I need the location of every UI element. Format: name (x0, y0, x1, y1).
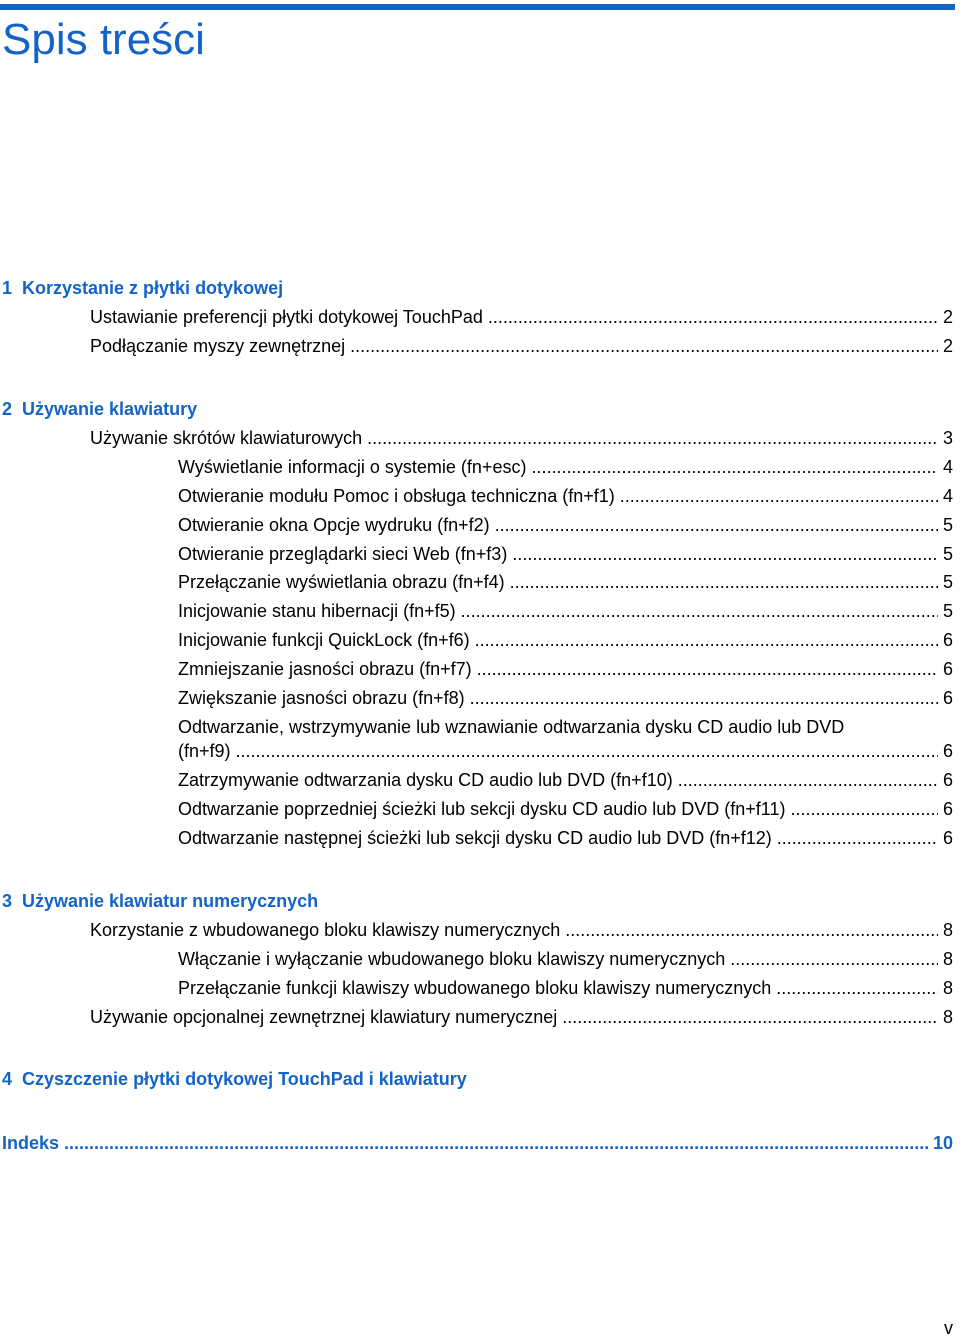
toc-entry-touchpad-preferences[interactable] (90, 305, 953, 329)
header-rule (0, 4, 955, 10)
dot-leader (470, 686, 938, 710)
toc-entry-brightness-down[interactable] (178, 657, 953, 681)
toc-entry-print-options[interactable] (178, 513, 953, 537)
toc-page-number: 8 (942, 1007, 953, 1027)
toc-entry-hibernation[interactable] (178, 599, 953, 623)
toc-page-number: 10 (932, 1133, 953, 1153)
toc-entry-switch-display[interactable] (178, 570, 953, 594)
toc-entry-text: Zmniejszanie jasności obrazu (fn+f7) (178, 659, 472, 679)
toc-page-number: 5 (942, 515, 953, 535)
chapter-number: 3 (2, 891, 13, 911)
chapter-title: Czyszczenie płytki dotykowej TouchPad i klawiatury (22, 1069, 467, 1089)
toc-page-number: 8 (942, 920, 953, 940)
toc-entry-quicklock[interactable] (178, 628, 953, 652)
toc-page-number: 5 (942, 572, 953, 592)
toc-entry-text: Przełączanie wyświetlania obrazu (fn+f4) (178, 572, 505, 592)
index-title: Indeks (2, 1133, 60, 1153)
toc-page-number: 2 (942, 336, 953, 356)
toc-entry-text: Zwiększanie jasności obrazu (fn+f8) (178, 688, 465, 708)
toc-page-number: 4 (942, 457, 953, 477)
page-title: Spis treści (2, 15, 205, 64)
toc-page-number: 6 (942, 630, 953, 650)
dot-leader (730, 947, 938, 971)
dot-leader (777, 826, 938, 850)
dot-leader (562, 1005, 938, 1029)
toc-entry-text: Otwieranie przeglądarki sieci Web (fn+f3) (178, 544, 508, 564)
toc-entry-text: Wyświetlanie informacji o systemie (fn+esc) (178, 457, 527, 477)
toc-entry-text: Inicjowanie stanu hibernacji (fn+f5) (178, 601, 456, 621)
toc-page-number: 6 (942, 770, 953, 790)
toc-chapter-3[interactable] (2, 889, 953, 913)
dot-leader (477, 657, 938, 681)
toc-page-number: 8 (942, 978, 953, 998)
toc-page-number: 5 (942, 601, 953, 621)
toc-entry-previous-track[interactable] (178, 797, 953, 821)
toc-entry-text: Włączanie i wyłączanie wbudowanego bloku klawiszy numerycznych (178, 949, 726, 969)
toc-entry-text: Odtwarzanie poprzedniej ścieżki lub sekcji dysku CD audio lub DVD (fn+f11) (178, 799, 786, 819)
toc-entry-text: (fn+f9) (178, 741, 231, 761)
dot-leader (678, 768, 938, 792)
dot-leader (495, 513, 938, 537)
chapter-title: Używanie klawiatur numerycznych (22, 891, 319, 911)
page-number: v (944, 1318, 953, 1338)
toc-entry-keypad-functions[interactable] (178, 976, 953, 1000)
toc-entry-system-info[interactable] (178, 455, 953, 479)
chapter-title: Używanie klawiatury (22, 399, 198, 419)
dot-leader (64, 1131, 928, 1155)
dot-leader (236, 739, 938, 763)
toc-index[interactable] (2, 1131, 953, 1155)
toc-entry-text: Inicjowanie funkcji QuickLock (fn+f6) (178, 630, 470, 650)
toc-entry-text: Przełączanie funkcji klawiszy wbudowanego bloku klawiszy numerycznych (178, 978, 772, 998)
toc-entry-text: Otwieranie modułu Pomoc i obsługa techniczna (fn+f1) (178, 486, 615, 506)
chapter-number: 4 (2, 1069, 13, 1089)
toc-entry-text: Otwieranie okna Opcje wydruku (fn+f2) (178, 515, 490, 535)
toc-page-number: 8 (942, 949, 953, 969)
toc-page-number: 4 (942, 486, 953, 506)
toc-entry-help-support[interactable] (178, 484, 953, 508)
toc-page-number: 6 (942, 659, 953, 679)
dot-leader (790, 797, 938, 821)
toc-entry-next-track[interactable] (178, 826, 953, 850)
toc-entry-builtin-keypad[interactable] (90, 918, 953, 942)
toc-entry-stop-playback[interactable] (178, 768, 953, 792)
toc-entry-text: Odtwarzanie następnej ścieżki lub sekcji dysku CD audio lub DVD (fn+f12) (178, 828, 772, 848)
toc-page-number: 6 (942, 688, 953, 708)
toc-entry-text: Używanie skrótów klawiaturowych (90, 428, 363, 448)
toc-page-number: 5 (942, 544, 953, 564)
toc-page-number: 6 (942, 741, 953, 761)
toc-entry-external-mouse[interactable] (90, 334, 953, 358)
toc-entry-text: Używanie opcjonalnej zewnętrznej klawiatury numerycznej (90, 1007, 558, 1027)
toc-entry-web-browser[interactable] (178, 542, 953, 566)
toc-chapter-4[interactable] (2, 1067, 953, 1091)
dot-leader (461, 599, 938, 623)
dot-leader (776, 976, 938, 1000)
chapter-number: 1 (2, 278, 13, 298)
dot-leader (488, 305, 938, 329)
toc-entry-brightness-up[interactable] (178, 686, 953, 710)
toc-entry-play-pause-line1[interactable]: Odtwarzanie, wstrzymywanie lub wznawianie odtwarzania dysku CD audio lub DVD (178, 717, 845, 737)
toc-entry-external-keypad[interactable] (90, 1005, 953, 1029)
toc-entry-keypad-toggle[interactable] (178, 947, 953, 971)
dot-leader (350, 334, 938, 358)
chapter-title: Korzystanie z płytki dotykowej (22, 278, 284, 298)
toc-entry-text: Zatrzymywanie odtwarzania dysku CD audio lub DVD (fn+f10) (178, 770, 673, 790)
dot-leader (565, 918, 938, 942)
toc-page-number: 2 (942, 307, 953, 327)
toc-page-number: 6 (942, 799, 953, 819)
dot-leader (367, 426, 938, 450)
toc-page-number: 3 (942, 428, 953, 448)
toc-entry-text: Podłączanie myszy zewnętrznej (90, 336, 346, 356)
dot-leader (531, 455, 938, 479)
dot-leader (475, 628, 938, 652)
toc-entry-text: Ustawianie preferencji płytki dotykowej TouchPad (90, 307, 483, 327)
toc-entry-play-pause[interactable] (178, 739, 953, 763)
toc-page-number: 6 (942, 828, 953, 848)
dot-leader (510, 570, 938, 594)
toc-chapter-1[interactable] (2, 276, 953, 300)
dot-leader (620, 484, 938, 508)
toc-chapter-2[interactable] (2, 397, 953, 421)
chapter-number: 2 (2, 399, 13, 419)
dot-leader (512, 542, 938, 566)
toc-entry-text: Korzystanie z wbudowanego bloku klawiszy numerycznych (90, 920, 561, 940)
toc-entry-keyboard-shortcuts[interactable] (90, 426, 953, 450)
